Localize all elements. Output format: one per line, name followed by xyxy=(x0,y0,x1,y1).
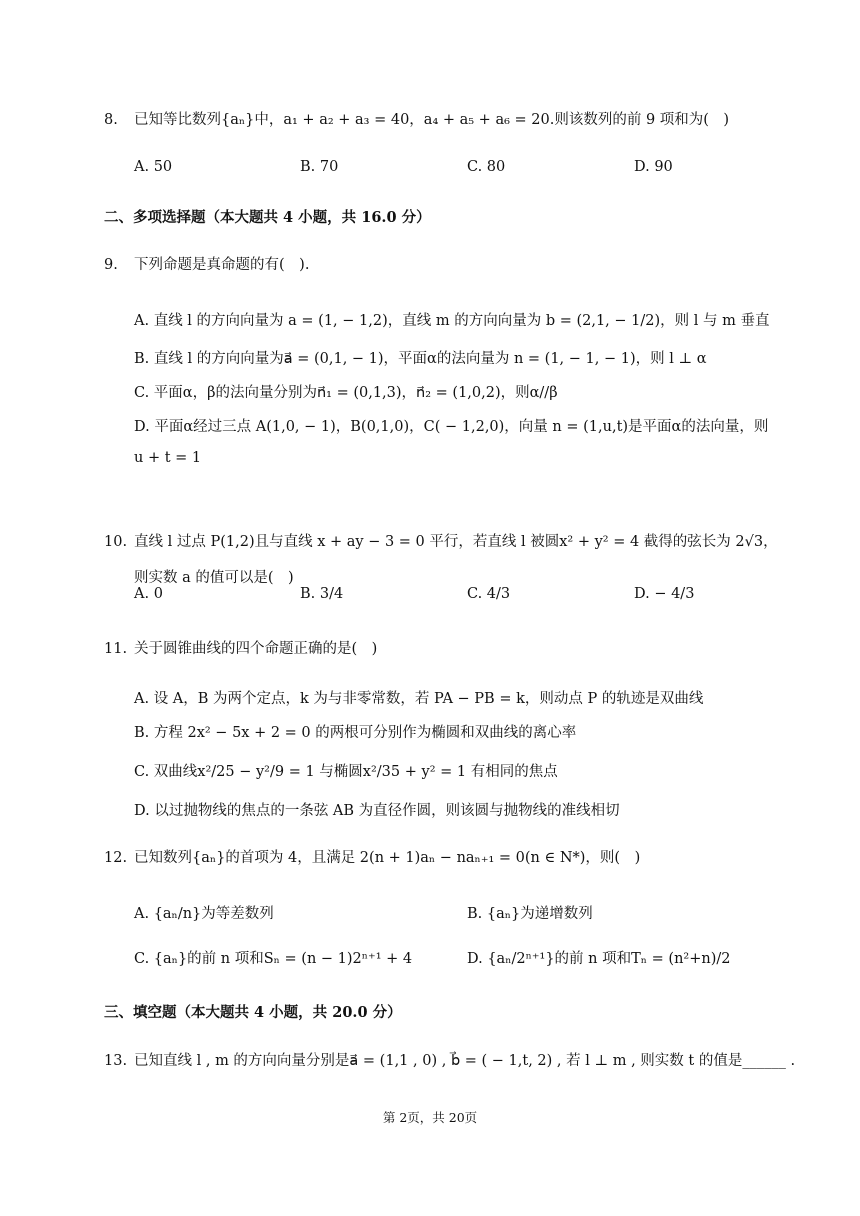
option-d-continued: u + t = 1 xyxy=(134,450,202,466)
question-text: 关于圆锥曲线的四个命题正确的是( ) xyxy=(134,641,378,657)
option-c: C. 平面α，β的法向量分别为n⃗₁ = (0,1,3)，n⃗₂ = (1,0,2)，则α//β xyxy=(134,385,558,401)
question-text: 直线 l 过点 P(1,2)且与直线 x + ay − 3 = 0 平行，若直线 l 被圆x² + y² = 4 截得的弦长为 2√3， xyxy=(134,534,778,550)
option-a: A. 0 xyxy=(134,586,163,602)
option-a: A. 直线 l 的方向向量为 a = (1, − 1,2)，直线 m 的方向向量为 b = (2,1, − 1/2)，则 l 与 m 垂直 xyxy=(134,313,770,329)
option-d: D. 90 xyxy=(634,159,673,175)
section-heading-fill-in: 三、填空题（本大题共 4 小题，共 20.0 分） xyxy=(104,1004,402,1021)
question-text: 已知数列{aₙ}的首项为 4，且满足 2(n + 1)aₙ − naₙ₊₁ = 0(n ∈ N*)，则( ) xyxy=(134,850,641,866)
option-c: C. 80 xyxy=(467,159,506,175)
option-b: B. 70 xyxy=(300,159,339,175)
option-d: D. 以过抛物线的焦点的一条弦 AB 为直径作圆，则该圆与抛物线的准线相切 xyxy=(134,803,620,819)
question-number: 12. xyxy=(104,850,128,866)
option-b: B. 方程 2x² − 5x + 2 = 0 的两根可分别作为椭圆和双曲线的离心率 xyxy=(134,725,577,741)
question-number: 13. xyxy=(104,1053,128,1069)
question-number: 8. xyxy=(104,112,118,128)
option-d: D. 平面α经过三点 A(1,0, − 1)，B(0,1,0)，C( − 1,2,0)，向量 n = (1,u,t)是平面α的法向量，则 xyxy=(134,419,769,435)
question-number: 11. xyxy=(104,641,128,657)
question-text: 下列命题是真命题的有( ). xyxy=(134,257,310,273)
question-text: 已知等比数列{aₙ}中，a₁ + a₂ + a₃ = 40，a₄ + a₅ + a₆ = 20.则该数列的前 9 项和为( ) xyxy=(134,112,730,128)
option-c: C. {aₙ}的前 n 项和Sₙ = (n − 1)2ⁿ⁺¹ + 4 xyxy=(134,951,413,967)
section-heading-multiple-choice: 二、多项选择题（本大题共 4 小题，共 16.0 分） xyxy=(104,209,431,226)
option-b: B. {aₙ}为递增数列 xyxy=(467,906,593,922)
question-text: 已知直线 l , m 的方向向量分别是a⃗ = (1,1 , 0) , b⃗ = ( − 1,t, 2) , 若 l ⊥ m , 则实数 t 的值是______ . xyxy=(134,1053,796,1069)
option-b: B. 直线 l 的方向向量为a⃗ = (0,1, − 1)，平面α的法向量为 n = (1, − 1, − 1)，则 l ⊥ α xyxy=(134,351,707,367)
option-b: B. 3/4 xyxy=(300,586,344,602)
question-number: 9. xyxy=(104,257,118,273)
page-footer: 第 2页，共 20页 xyxy=(382,1110,478,1125)
question-number: 10. xyxy=(104,534,128,550)
option-a: A. 设 A，B 为两个定点，k 为与非零常数，若 PA − PB = k，则动点 P 的轨迹是双曲线 xyxy=(134,691,704,707)
option-d: D. {aₙ/2ⁿ⁺¹}的前 n 项和Tₙ = (n²+n)/2 xyxy=(467,951,731,967)
option-d: D. − 4/3 xyxy=(634,586,695,602)
option-a: A. 50 xyxy=(134,159,173,175)
question-text-continued: 则实数 a 的值可以是( ) xyxy=(134,570,294,586)
option-c: C. 双曲线x²/25 − y²/9 = 1 与椭圆x²/35 + y² = 1 有相同的焦点 xyxy=(134,764,558,780)
option-c: C. 4/3 xyxy=(467,586,511,602)
option-a: A. {aₙ/n}为等差数列 xyxy=(134,906,274,922)
